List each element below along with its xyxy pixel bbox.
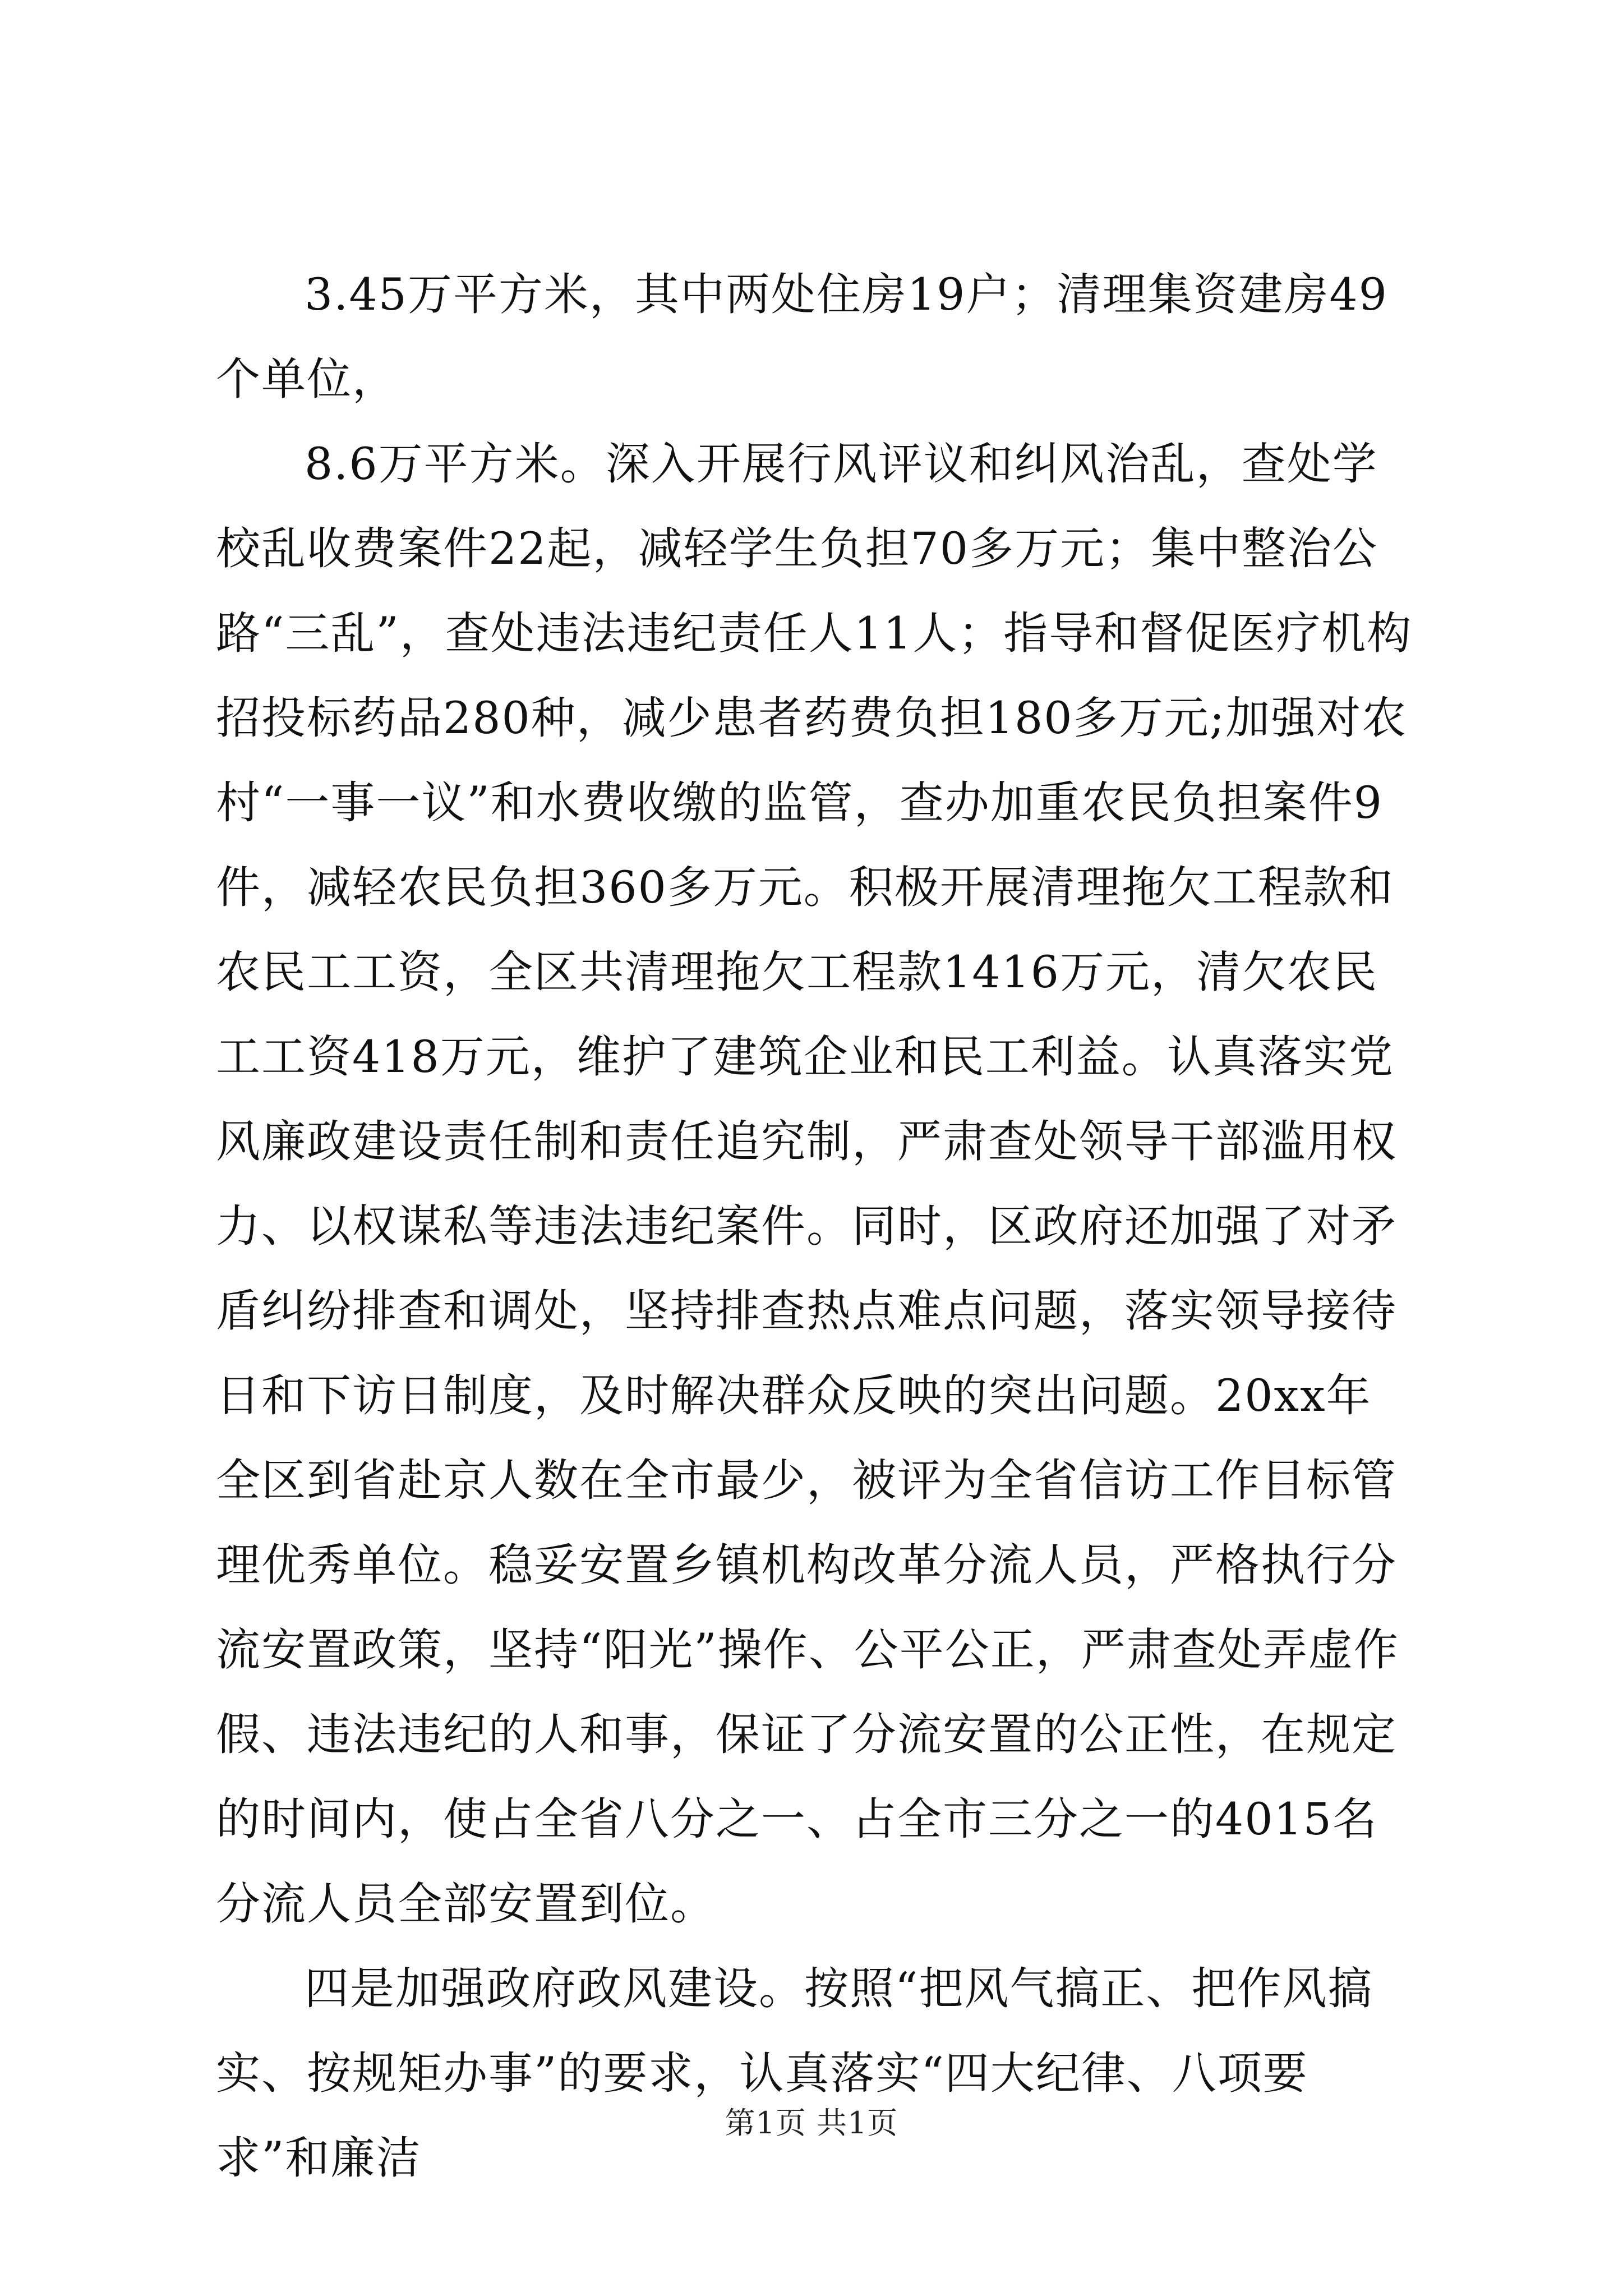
document-body <box>216 252 1416 2201</box>
paragraph-2: 8.6万平方米。深入开展行风评议和纠风治乱，查处学校乱收费案件22起，减轻学生负担70多万元；集中整治公路“三乱”，查处违法违纪责任人11人；指导和督促医疗机构招投标药品280种，减少患者药费负担180多万元;加强对农村“一事一议”和水费收缴的监管，查办加重农民负担案件9件，减轻农民负担360多万元。积极开展清理拖欠工程款和农民工工资，全区共清理拖欠工程款1416万元，清欠农民工工资418万元，维护了建筑企业和民工利益。认真落实党风廉政建设责任制和责任追究制，严肃查处领导干部滥用权力、以权谋私等违法违纪案件。同时，区政府还加强了对矛盾纠纷排查和调处，坚持排查热点难点问题，落实领导接待日和下访日制度，及时解决群众反映的突出问题。20xx年全区到省赴京人数在全市最少，被评为全省信访工作目标管理优秀单位。稳妥安置乡镇机构改革分流人员，严格执行分流安置政策，坚持“阳光”操作、公平公正，严肃查处弄虚作假、违法违纪的人和事，保证了分流安置的公正性，在规定的时间内，使占全省八分之一、占全市三分之一的4015名分流人员全部安置到位。 <box>216 438 1413 1930</box>
paragraph-1: 3.45万平方米，其中两处住房19户；清理集资建房49个单位， <box>216 269 1388 405</box>
paragraph-3: 四是加强政府政风建设。按照“把风气搞正、把作风搞实、按规矩办事”的要求，认真落实“四大纪律、八项要求”和廉洁 <box>216 1963 1373 2184</box>
page-footer: 第1页 共1页 <box>725 2105 898 2141</box>
